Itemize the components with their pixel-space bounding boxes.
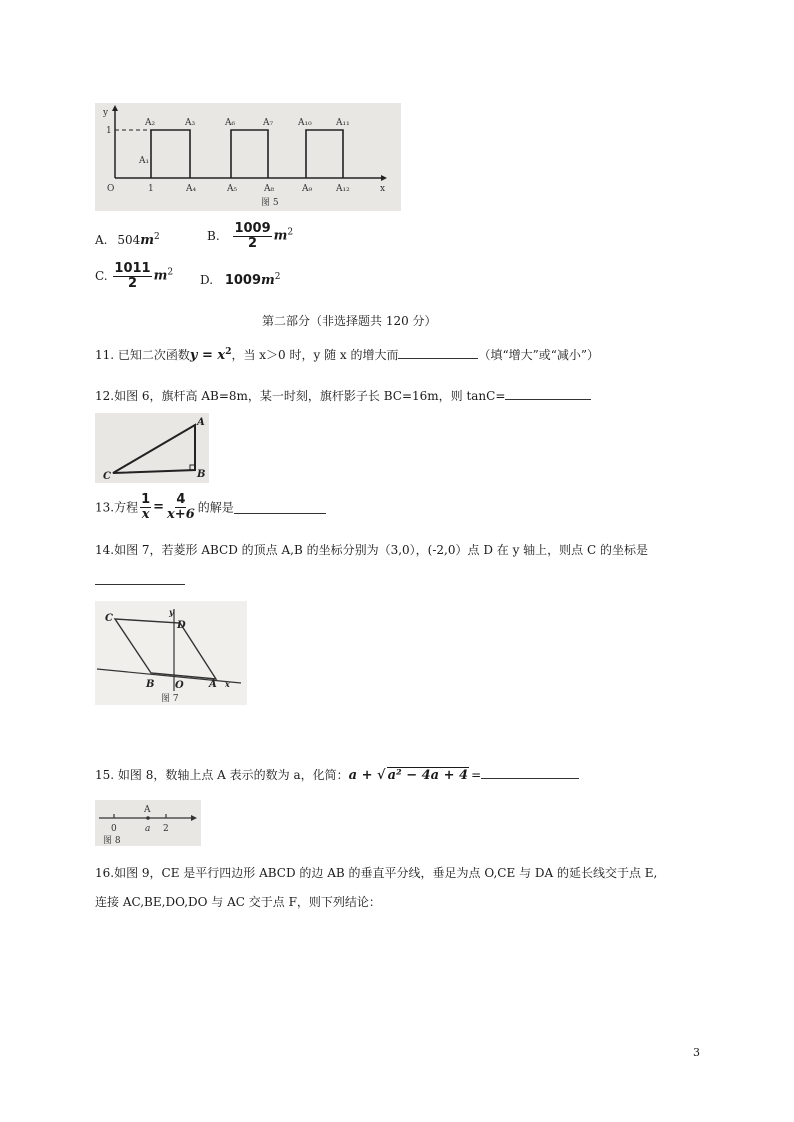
fig8-label-two: 2: [163, 824, 169, 834]
q10-option-c-exp: 2: [167, 267, 174, 278]
fig5-label-a1: A₁: [139, 156, 150, 166]
figure-6-drawing: [95, 413, 209, 483]
fig6-label-a: A: [197, 417, 205, 428]
fig5-origin: O: [107, 184, 115, 194]
q10-option-a: [95, 232, 160, 248]
figure-7: [95, 601, 247, 705]
q11-formula-eq: =: [197, 348, 218, 363]
figure-5: [95, 103, 401, 211]
fig8-label-zero: 0: [111, 824, 117, 834]
fig5-tick-y: 1: [106, 126, 112, 136]
q15-formula-plus: +: [357, 768, 378, 783]
q13-text-before: 13.方程: [95, 500, 139, 515]
q13-answer-blank[interactable]: [234, 501, 326, 514]
q10-option-c: [95, 262, 173, 290]
q10-option-a-value: 504: [117, 233, 141, 247]
q13-frac1-den: x: [141, 506, 150, 522]
fig5-label-top: A₆: [225, 118, 236, 128]
q10-option-d-unit: m: [261, 273, 275, 288]
q10-option-a-label: A.: [95, 233, 108, 247]
q10-option-a-exp: 2: [153, 232, 160, 242]
q11-formula-exp: 2: [225, 347, 232, 357]
q10-option-b: [207, 222, 293, 250]
fig5-axis-y: y: [103, 108, 109, 118]
q10-option-b-den: 2: [248, 235, 258, 251]
figure-8-drawing: [95, 800, 201, 846]
page-number: 3: [693, 1046, 700, 1059]
fig6-label-c: C: [103, 471, 111, 482]
fig5-label-bottom: A₁₂: [336, 184, 350, 194]
fig5-label-top: A₁₀: [298, 118, 312, 128]
fig5-label-top: A₇: [263, 118, 274, 128]
q14-text: 14.如图 7，若菱形 ABCD 的顶点 A,B 的坐标分别为（3,0），(-2,0）点 D 在 y 轴上，则点 C 的坐标是: [95, 543, 648, 557]
fig7-label-x: x: [225, 679, 230, 689]
q11-text-after: ，当 x＞0 时，y 随 x 的增大而: [231, 348, 399, 362]
q10-option-b-num: 1009: [234, 221, 271, 236]
radical-sign-icon: √: [377, 768, 386, 783]
figure-6: [95, 413, 209, 483]
question-14: [95, 541, 648, 558]
fig5-axis-x: x: [380, 184, 386, 194]
q11-hint: （填“增大”或“减小”）: [478, 348, 600, 362]
question-15: [95, 766, 579, 783]
fig5-label-bottom: A₈: [264, 184, 275, 194]
fig8-label-a-point: A: [144, 805, 151, 815]
question-12: [95, 387, 591, 404]
q15-answer-blank[interactable]: [481, 766, 579, 779]
q10-option-d-value: 1009: [224, 273, 262, 288]
q15-formula-a: a: [348, 768, 358, 783]
q15-text-before: 15. 如图 8，数轴上点 A 表示的数为 a，化简：: [95, 768, 349, 782]
fig7-label-y: y: [169, 607, 174, 617]
q13-frac1-num: 1: [141, 492, 151, 507]
fig5-label-bottom: A₉: [302, 184, 313, 194]
fig5-label-bottom: A₄: [186, 184, 197, 194]
q10-option-b-label: B.: [207, 229, 220, 244]
fig7-label-c: C: [105, 613, 113, 624]
q10-option-c-label: C.: [95, 269, 108, 284]
fig5-label-top: A₂: [145, 118, 156, 128]
fig7-label-b: B: [146, 679, 155, 690]
q11-formula-y: y: [189, 348, 198, 363]
fig7-label-a: A: [209, 679, 217, 690]
section-title: 第二部分（非选择题共 120 分）: [262, 314, 437, 328]
q13-frac2-num: 4: [176, 492, 186, 507]
q10-option-d: [200, 272, 281, 288]
fig5-label-bottom: A₅: [227, 184, 238, 194]
q13-text-after: 的解是: [197, 500, 234, 515]
q14-answer-blank[interactable]: [95, 572, 185, 585]
fig8-label-a: a: [145, 824, 151, 834]
question-16-line-1: 16.如图 9，CE 是平行四边形 ABCD 的边 AB 的垂直平分线，垂足为点 O,CE 与 DA 的延长线交于点 E,: [95, 866, 658, 880]
q10-option-d-exp: 2: [274, 272, 281, 282]
question-16-line-2: 连接 AC,BE,DO,DO 与 AC 交于点 F，则下列结论：: [95, 895, 381, 909]
question-13: [95, 493, 326, 521]
fig5-caption: 图 5: [261, 198, 279, 208]
question-11: [95, 346, 599, 363]
fig6-label-b: B: [197, 469, 206, 480]
fig7-caption: 图 7: [161, 694, 179, 704]
q10-option-b-unit: m: [273, 228, 288, 244]
figure-5-drawing: [95, 103, 401, 211]
q10-option-a-unit: m: [140, 233, 154, 248]
q10-option-c-unit: m: [153, 268, 168, 284]
q11-formula-x: x: [217, 348, 226, 363]
fig5-tick-x: 1: [148, 184, 154, 194]
q13-equals: =: [153, 499, 165, 515]
q10-option-b-exp: 2: [287, 227, 294, 238]
q10-option-c-den: 2: [127, 275, 138, 291]
q12-answer-blank[interactable]: [505, 387, 591, 400]
figure-8: [95, 800, 201, 846]
fig5-label-top: A₃: [185, 118, 196, 128]
fig7-label-d: D: [177, 620, 186, 631]
q15-text-after: =: [471, 768, 482, 782]
q11-answer-blank[interactable]: [398, 346, 478, 359]
q10-option-c-num: 1011: [114, 261, 151, 276]
q11-text-before: 11. 已知二次函数: [95, 348, 190, 362]
figure-7-drawing: [95, 601, 247, 705]
fig7-label-o: O: [175, 680, 184, 691]
q13-frac2-den: x+6: [167, 506, 195, 522]
fig8-caption: 图 8: [103, 836, 121, 846]
q12-text: 12.如图 6，旗杆高 AB=8m，某一时刻，旗杆影子长 BC=16m，则 tanC=: [95, 389, 506, 403]
q15-radicand: a² − 4a + 4: [387, 768, 469, 783]
fig5-label-top: A₁₁: [336, 118, 350, 128]
q10-option-d-label: D.: [200, 273, 214, 287]
